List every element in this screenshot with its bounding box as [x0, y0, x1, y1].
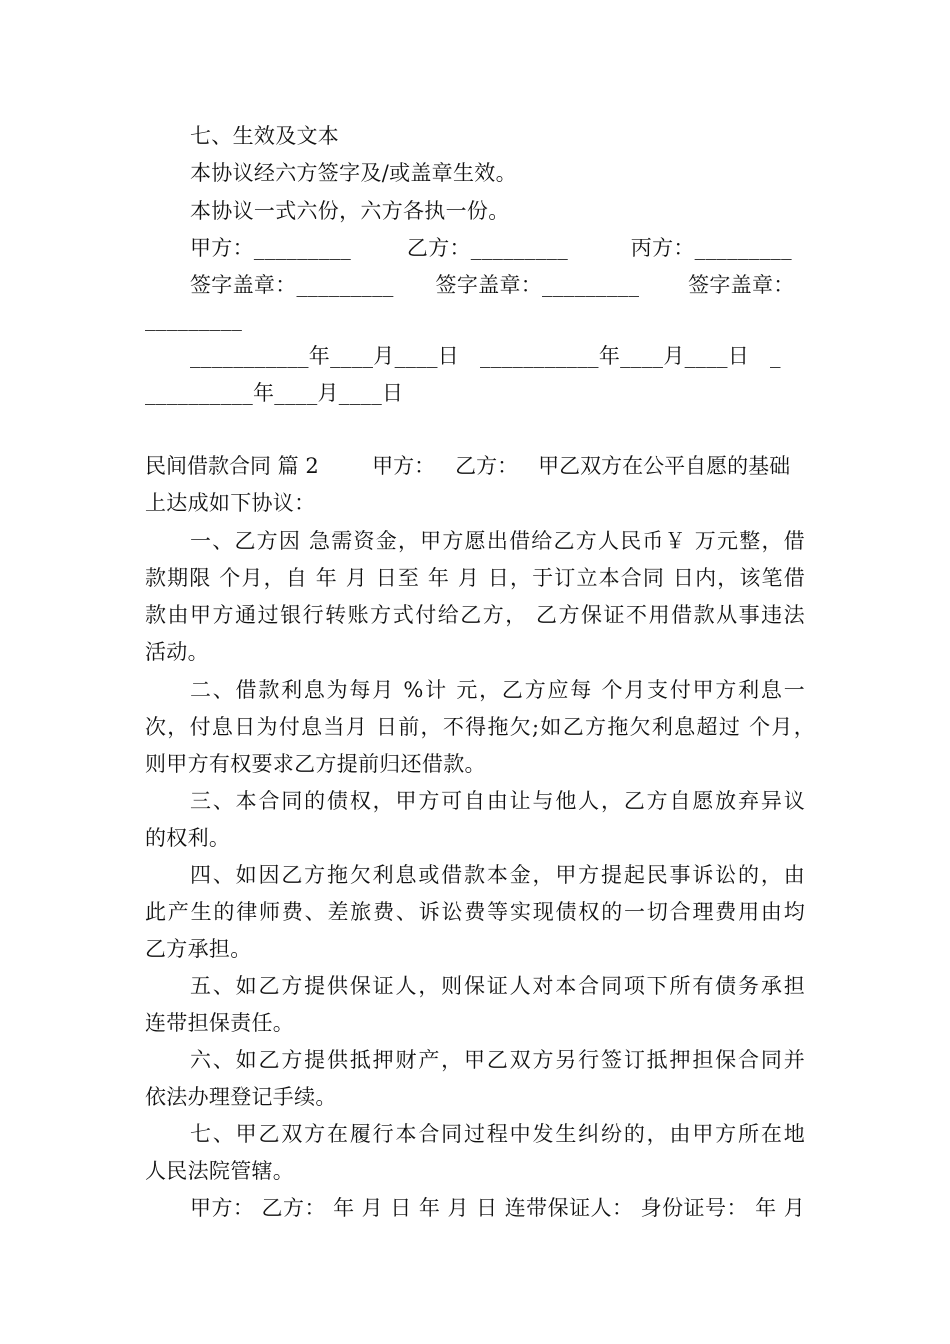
- clause-line: 三、本合同的债权，甲方可自由让与他人，乙方自愿放弃异议: [190, 789, 805, 813]
- date-line-continued: __________年____月____日: [145, 381, 404, 405]
- clause-line: 的权利。: [145, 826, 231, 850]
- clause-line: 一、乙方因 急需资金，甲方愿出借给乙方人民币￥ 万元整，借: [190, 529, 805, 553]
- clause-line: 六、如乙方提供抵押财产，甲乙双方另行签订抵押担保合同并: [190, 1048, 805, 1072]
- clause-line: 七、甲乙双方在履行本合同过程中发生纠纷的，由甲方所在地: [190, 1122, 805, 1146]
- clause-line: 活动。: [145, 640, 209, 664]
- clause-line: 四、如因乙方拖欠利息或借款本金，甲方提起民事诉讼的，由: [190, 863, 805, 887]
- clause-line: 款期限 个月，自 年 月 日至 年 月 日，于订立本合同 日内，该笔借: [145, 566, 805, 590]
- clause-line: 次，付息日为付息当月 日前，不得拖欠;如乙方拖欠利息超过 个月，: [145, 715, 815, 739]
- clause-line: 二、借款利息为每月 %计 元，乙方应每 个月支付甲方利息一: [190, 678, 805, 702]
- clause-line: 依法办理登记手续。: [145, 1085, 337, 1109]
- sign-seal-line: 签字盖章：_________ 签字盖章：_________ 签字盖章：: [190, 273, 795, 297]
- clause-line: 则甲方有权要求乙方提前归还借款。: [145, 752, 486, 776]
- contract-title-line-continued: 上达成如下协议：: [145, 491, 316, 515]
- paragraph: 本协议一式六份，六方各执一份。: [190, 199, 510, 223]
- clause-line: 款由甲方通过银行转账方式付给乙方， 乙方保证不用借款从事违法: [145, 603, 805, 627]
- sign-seal-line-continued: _________: [145, 307, 243, 331]
- clause-line: 连带担保责任。: [145, 1011, 295, 1035]
- clause-line: 乙方承担。: [145, 937, 252, 961]
- clause-line: 人民法院管辖。: [145, 1159, 295, 1183]
- clause-line: 五、如乙方提供保证人，则保证人对本合同项下所有债务承担: [190, 974, 805, 998]
- clause-line: 此产生的律师费、差旅费、诉讼费等实现债权的一切合理费用由均: [145, 900, 805, 924]
- date-line: ___________年____月____日 ___________年____月____日 _: [190, 344, 781, 368]
- paragraph: 本协议经六方签字及/或盖章生效。: [190, 161, 517, 185]
- parties-signature-line: 甲方：_________ 乙方：_________ 丙方：_________: [190, 236, 792, 260]
- contract-title-line: 民间借款合同 篇 2 甲方： 乙方： 甲乙双方在公平自愿的基础: [145, 454, 791, 478]
- signature-line: 甲方： 乙方： 年 月 日 年 月 日 连带保证人： 身份证号： 年 月: [190, 1196, 805, 1220]
- section-heading: 七、生效及文本: [190, 124, 340, 148]
